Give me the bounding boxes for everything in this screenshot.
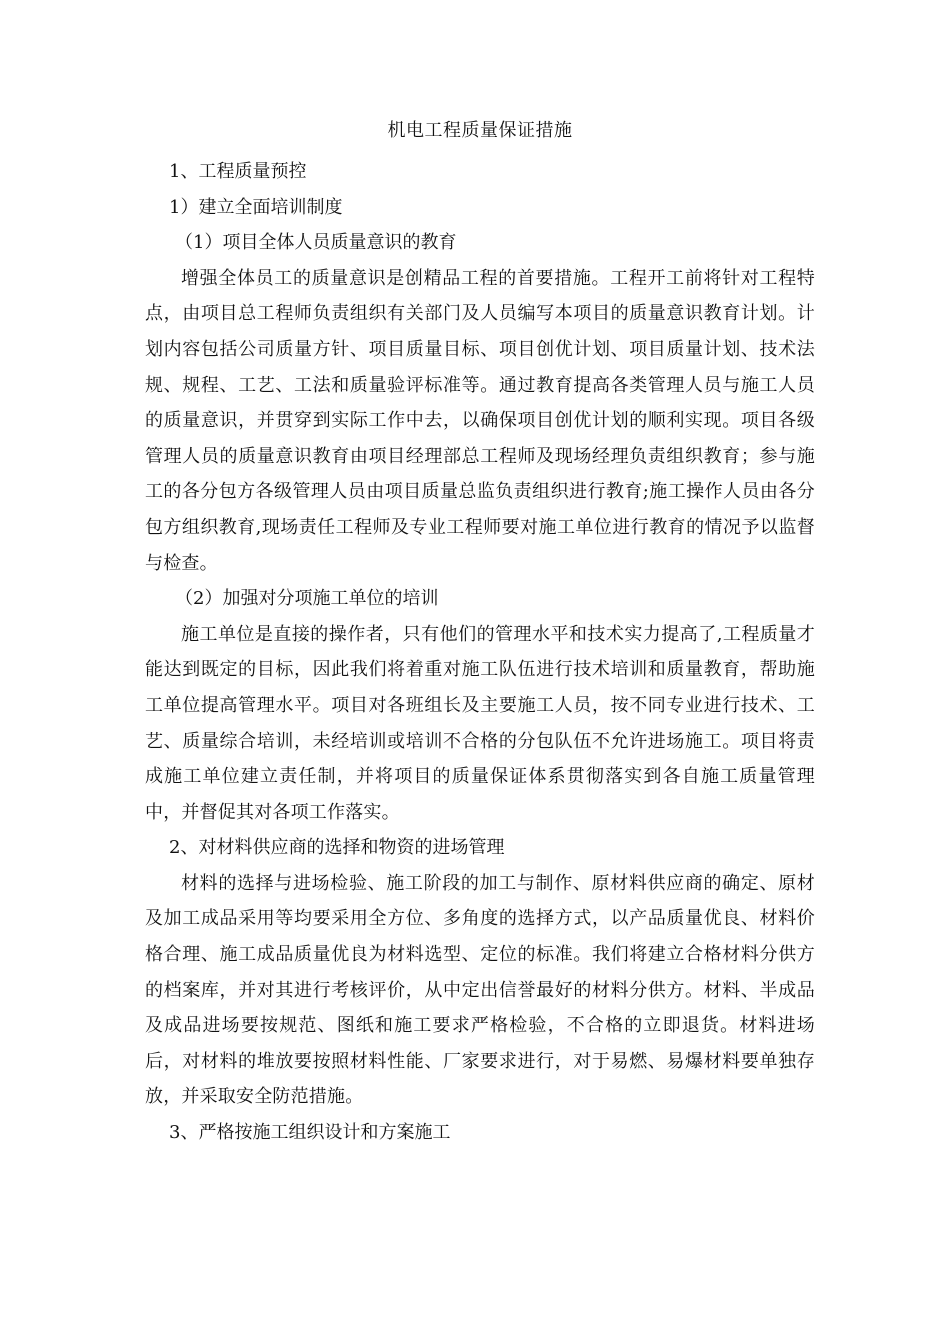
item-heading-1: （1）项目全体人员质量意识的教育 [175, 232, 457, 254]
section-heading-2: 2、对材料供应商的选择和物资的进场管理 [169, 837, 505, 859]
document-title: 机电工程质量保证措施 [387, 120, 573, 141]
document-body [145, 118, 815, 1151]
paragraph-material-management: 材料的选择与进场检验、施工阶段的加工与制作、原材料供应商的确定、原材及加工成品采用等均要采用全方位、多角度的选择方式，以产品质量优良、材料价格合理、施工成品质量优良为材料选型、定位的标准。我们将建立合格材料分供方的档案库，并对其进行考核评价，从中定出信誉最好的材料分供方。材料、半成品及成品进场要按规范、图纸和施工要求严格检验，不合格的立即退货。材料进场后，对材料的堆放要按照材料性能、厂家要求进行，对于易燃、易爆材料要单独存放，并采取安全防范措施。 [145, 872, 815, 1108]
subsection-heading-1-1: 1）建立全面培训制度 [169, 196, 343, 218]
item-heading-2: （2）加强对分项施工单位的培训 [175, 588, 439, 610]
paragraph-quality-awareness: 增强全体员工的质量意识是创精品工程的首要措施。工程开工前将针对工程特点，由项目总工程师负责组织有关部门及人员编写本项目的质量意识教育计划。计划内容包括公司质量方针、项目质量目标、项目创优计划、项目质量计划、技术法规、规程、工艺、工法和质量验评标准等。通过教育提高各类管理人员与施工人员的质量意识，并贯穿到实际工作中去，以确保项目创优计划的顺利实现。项目各级管理人员的质量意识教育由项目经理部总工程师及现场经理负责组织教育；参与施工的各分包方各级管理人员由项目质量总监负责组织进行教育;施工操作人员由各分包方组织教育,现场责任工程师及专业工程师要对施工单位进行教育的情况予以监督与检查。 [145, 267, 815, 574]
paragraph-subcontractor-training: 施工单位是直接的操作者，只有他们的管理水平和技术实力提高了,工程质量才能达到既定的目标，因此我们将着重对施工队伍进行技术培训和质量教育，帮助施工单位提高管理水平。项目对各班组长及主要施工人员，按不同专业进行技术、工艺、质量综合培训，未经培训或培训不合格的分包队伍不允许进场施工。项目将责成施工单位建立责任制，并将项目的质量保证体系贯彻落实到各自施工质量管理中，并督促其对各项工作落实。 [145, 623, 815, 823]
section-heading-3: 3、严格按施工组织设计和方案施工 [169, 1122, 451, 1144]
section-heading-1: 1、工程质量预控 [169, 161, 307, 182]
